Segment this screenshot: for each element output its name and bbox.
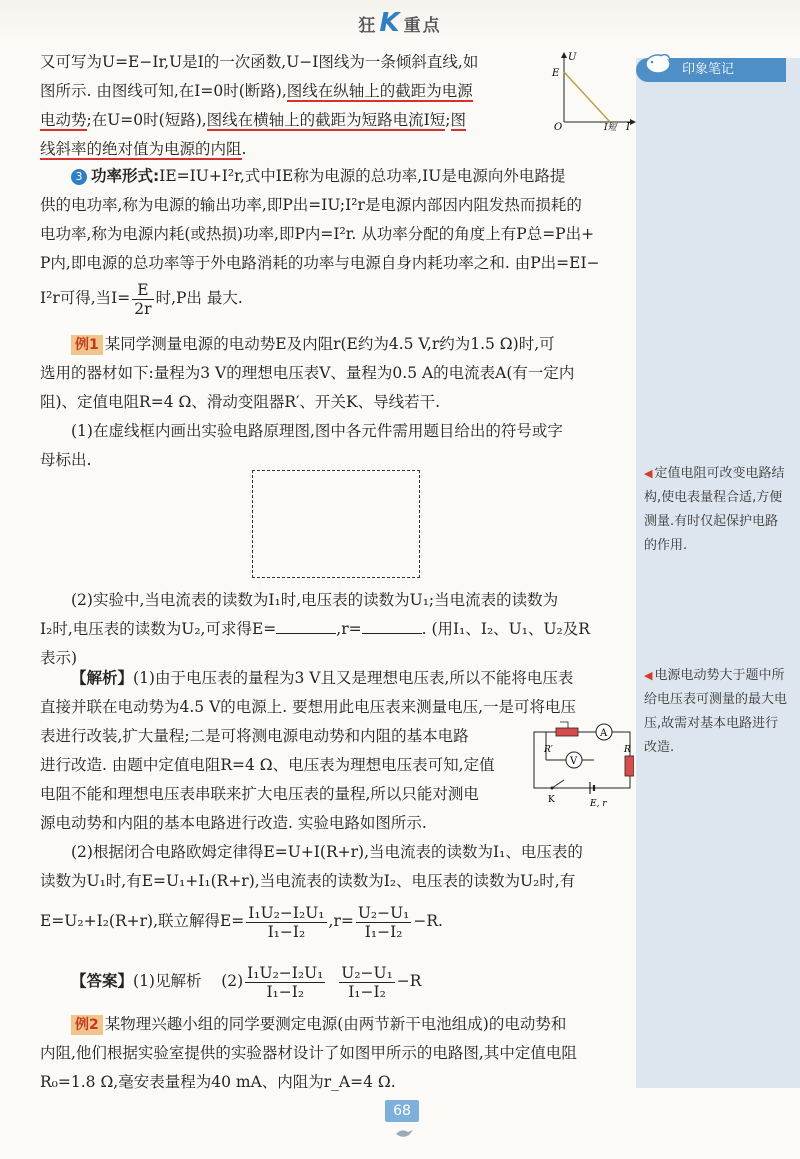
notes-sidebar (636, 58, 800, 1088)
notes-tab: 印象笔记 (636, 58, 786, 82)
analysis-tag: 【解析】 (71, 669, 134, 687)
analysis-2: (2)根据闭合电路欧姆定律得E=U+I(R+r),当电流表的读数为I₁、电压表的 读数为U₁时,有E=U₁+I₁(R+r),当电流表的读数为I₂、电压表的读数为U₂时,有 E=U₂+I₂(R+r),联立解得E= $\frac{\text{I₁U₂−I₂U₁}}{\text{I₁−I₂}}$ ,r= $\frac{\text{U₂−U₁}}{\text{I₁−I₂}}$ −R. (40, 843, 583, 941)
example-1: 例1 某同学测量电源的电动势E及内阻r(E约为4.5 V,r约为1.5 Ω)时,可 选用的器材如下:量程为3 V的理想电压表V、量程为0.5 A的电流表A(有一定内 阻)、定值电阻R=4 Ω、滑动变阻器R′、开关K、导线若干. (1)在虚线框内画出实验电路原理图,图中各元件需用题目给出的符号或字 母标出. (40, 335, 575, 469)
graph-origin: O (554, 122, 563, 132)
rheostat-label: R′ (544, 745, 553, 755)
graph-y-label: U (568, 52, 577, 63)
example-tag: 例1 (71, 335, 103, 355)
example-tag: 例2 (71, 1015, 103, 1035)
triangle-icon: ◀ (644, 669, 653, 682)
graph-e-label: E (552, 68, 560, 79)
switch-label: K (548, 795, 555, 805)
fraction-e: $\frac{\text{I₁U₂−I₂U₁}}{\text{I₁−I₂}}$ (248, 903, 325, 941)
brand-logo: 狂K 重点 (358, 8, 442, 38)
example-2: 例2 某物理兴趣小组的同学要测定电源(由两节新干电池组成)的电动势和 内阻,他们根据实验室提供的实验器材设计了如图甲所示的电路图,其中定值电阻 R₀=1.8 Ω,毫安表量程为40 mA、内阻为r_A=4 Ω. (40, 1015, 577, 1091)
answer-tag: 【答案】 (71, 972, 134, 990)
ammeter-label: A (600, 728, 608, 739)
section-number: 3 (71, 169, 87, 185)
fraction-r-answer: $\frac{\text{U₂−U₁}}{\text{I₁−I₂}}$ (341, 963, 393, 1001)
answer: 【答案】(1)见解析 (2) $\frac{\text{I₁U₂−I₂U₁}}{\text{I₁−I₂}}$ $\frac{\text{U₂−U₁}}{\text{I₁−I₂}}$ −R (71, 963, 422, 1001)
blank-e[interactable] (276, 619, 336, 634)
analysis: 【解析】(1)由于电压表的量程为3 V且又是理想电压表,所以不能将电压表 直接并联在电动势为4.5 V的电源上. 要想用此电压表来测量电压,一是可将电压 表进行改装,扩大量程;二是可将测电源电动势和内阻的基本电路 进行改造. 由题中定值电阻R=4 Ω、电压表为理想电压表可知,定值 电阻不能和理想电压表串联来扩大电压表的量程,所以只能对测电 源电动势和内阻的基本电路进行改造. 实验电路如图所示. (40, 669, 577, 832)
page-number: 68 (385, 1100, 419, 1122)
triangle-icon: ◀ (644, 467, 653, 480)
answer-draw-box[interactable] (252, 470, 420, 578)
side-note-1: ◀ 定值电阻可改变电路结构,使电表量程合适,方便测量.有时仅起保护电路的作用. (644, 466, 785, 553)
voltmeter-label: V (570, 756, 578, 767)
side-note-2: ◀ 电源电动势大于题中所给电压表可测量的最大电压,故需对基本电路进行改造. (644, 668, 788, 755)
power-section: 3 功率形式:IE=IU+I²r,式中IE称为电源的总功率,IU是电源向外电路提 供的电功率,称为电源的输出功率,即P出=IU;I²r是电源内部因内阻发热而损耗的 电功率,称为电源内耗(或热损)功率,即P内=I²r. 从功率分配的角度上有P总=P出+ P内,即电源的总功率等于外电路消耗的功率与电源自身内耗功率之和. 由P出=EI− I²r可得,当I= $\frac{E}{2r}$ 时,P出 最大. (40, 167, 600, 318)
fraction: $\frac{E}{2r}$ (134, 280, 152, 318)
intro-paragraph: 又可写为U=E−Ir,U是I的一次函数,U−I图线为一条倾斜直线,如 图所示. 由图线可知,在I=0时(断路),图线在纵轴上的截距为电源 电动势;在U=0时(短路),图线在横轴上的截距为短路电流I短;图 线斜率的绝对值为电源的内阻. (40, 53, 479, 158)
elephant-icon (640, 48, 676, 78)
fraction-r: $\frac{\text{U₂−U₁}}{\text{I₁−I₂}}$ (357, 903, 410, 941)
fraction-e-answer: $\frac{\text{I₁U₂−I₂U₁}}{\text{I₁−I₂}}$ (247, 963, 324, 1001)
graph-x-label: I (626, 122, 630, 132)
blank-r[interactable] (362, 619, 422, 634)
resistor-label: R (624, 745, 631, 755)
page-header (0, 0, 800, 44)
circuit-diagram (524, 718, 634, 810)
bird-icon (394, 1126, 414, 1140)
graph-ishort: I短 (604, 123, 617, 132)
example-1-q2: (2)实验中,当电流表的读数为I₁时,电压表的读数为U₁;当电流表的读数为 I₂时,电压表的读数为U₂,可求得E= ,r= . (用I₁、I₂、U₁、U₂及R 表示) (40, 591, 590, 667)
source-label: E, r (590, 799, 607, 809)
